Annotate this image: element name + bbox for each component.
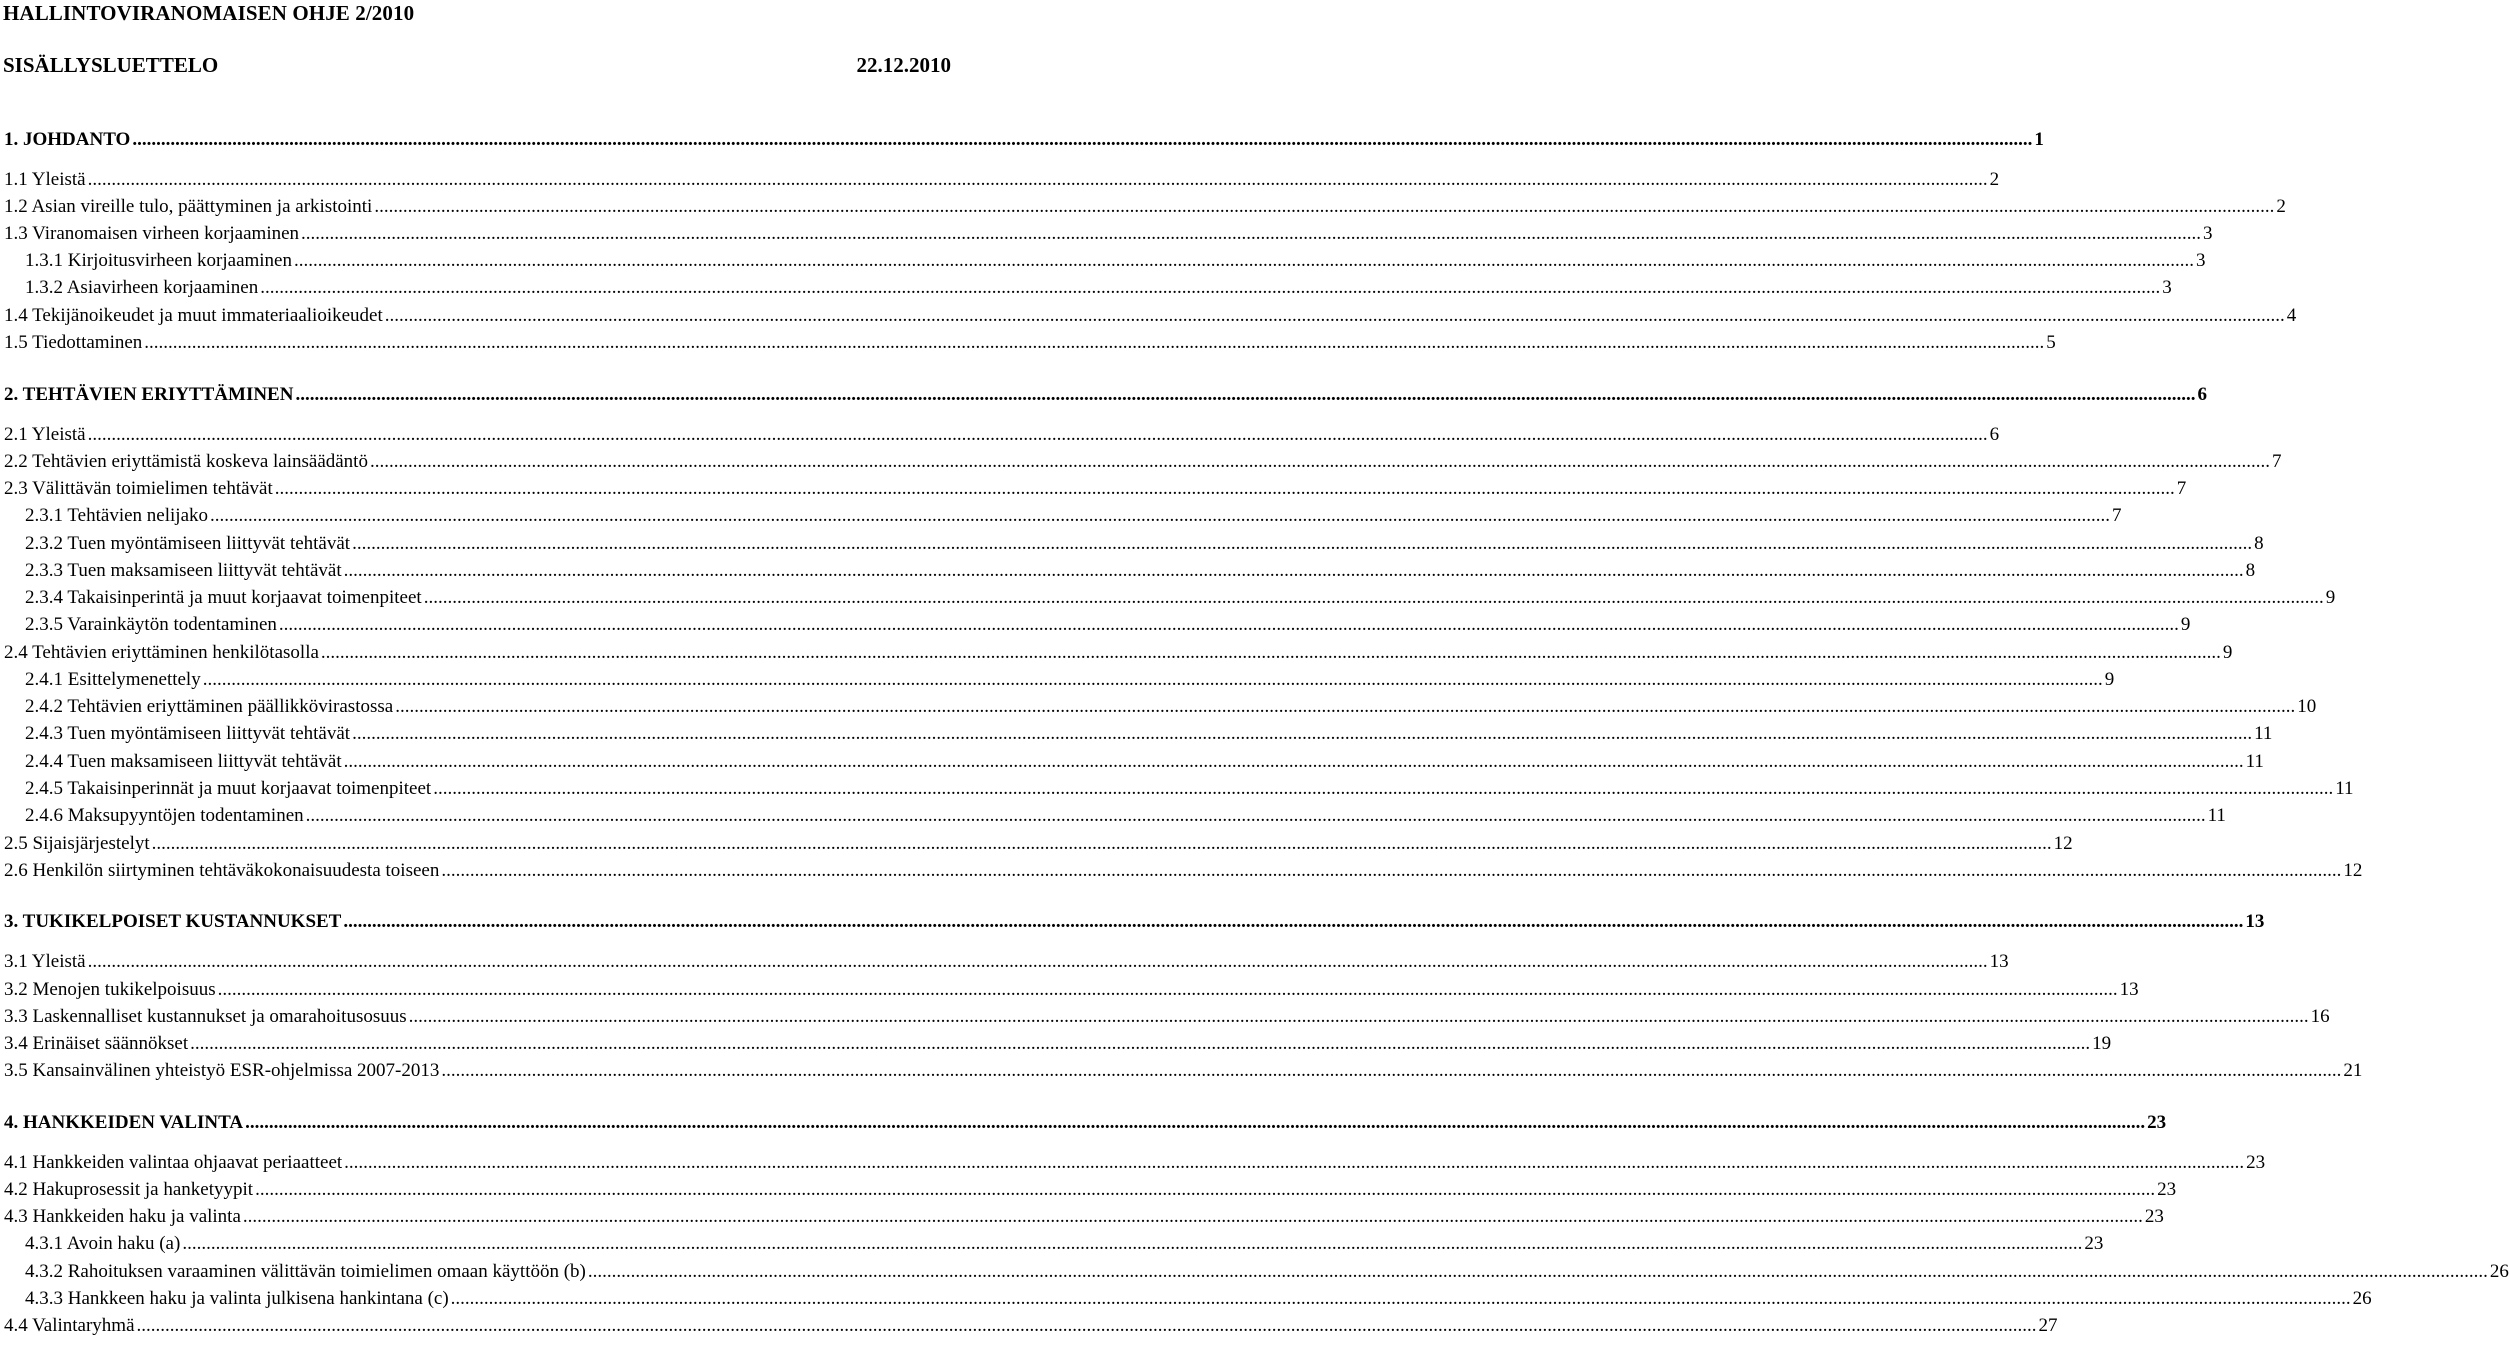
dot-leader: ................................................................................................................................................................................................................................................................................................................................................................................................................ [441, 860, 2342, 881]
toc-entry-title: 2. TEHTÄVIEN ERIYTTÄMINEN [4, 384, 294, 405]
toc-entry[interactable] [0, 303, 2297, 329]
toc-entry-page: 23 [2147, 1112, 2167, 1133]
dot-leader: ................................................................................................................................................................................................................................................................................................................................................................................................................ [343, 751, 2244, 772]
dot-leader: ................................................................................................................................................................................................................................................................................................................................................................................................................ [352, 723, 2253, 744]
toc-entry-page: 5 [2046, 332, 2056, 353]
toc-entry[interactable] [0, 1204, 2164, 1230]
toc-entry-title: 4.3.1 Avoin haku (a) [25, 1233, 181, 1254]
toc-entry[interactable] [0, 721, 2273, 747]
toc-entry-title: 1.2 Asian vireille tulo, päättyminen ja arkistointi [4, 196, 373, 217]
toc-entry-page: 2 [1989, 169, 2000, 190]
dot-leader: ................................................................................................................................................................................................................................................................................................................................................................................................................ [294, 250, 2194, 271]
toc-entry-page: 3 [2196, 250, 2206, 271]
toc-entry[interactable] [0, 330, 2056, 356]
toc-entry-title: 2.3 Välittävän toimielimen tehtävät [4, 478, 273, 499]
toc-entry-page: 11 [2245, 751, 2264, 772]
toc-entry-page: 23 [2084, 1233, 2104, 1254]
toc-entry[interactable] [0, 531, 2264, 557]
toc-heading [3, 52, 951, 78]
toc-entry[interactable] [0, 1231, 2104, 1257]
toc-entry[interactable] [0, 585, 2336, 611]
toc-entry[interactable] [0, 382, 2207, 408]
dot-leader: ................................................................................................................................................................................................................................................................................................................................................................................................................ [374, 196, 2275, 217]
dot-leader: ................................................................................................................................................................................................................................................................................................................................................................................................................ [343, 911, 2244, 932]
toc-entry[interactable] [0, 640, 2233, 666]
toc-entry-page: 2 [2276, 196, 2286, 217]
dot-leader: ................................................................................................................................................................................................................................................................................................................................................................................................................ [450, 1288, 2351, 1309]
toc-entry[interactable] [0, 949, 2009, 975]
toc-entry-title: 1.4 Tekijänoikeudet ja muut immateriaalioikeudet [4, 305, 383, 326]
toc-entry-page: 7 [2112, 505, 2122, 526]
toc-entry-page: 8 [2245, 560, 2256, 581]
dot-leader: ................................................................................................................................................................................................................................................................................................................................................................................................................ [344, 1152, 2245, 1173]
toc-entry-page: 19 [2092, 1033, 2112, 1054]
toc-entry-title: 2.2 Tehtävien eriyttämistä koskeva lainsäädäntö [4, 451, 368, 472]
toc-entry-title: 3.5 Kansainvälinen yhteistyö ESR-ohjelmissa 2007-2013 [4, 1060, 440, 1081]
dot-leader: ................................................................................................................................................................................................................................................................................................................................................................................................................ [423, 587, 2324, 608]
toc-entry-title: 2.1 Yleistä [4, 424, 86, 445]
dot-leader: ................................................................................................................................................................................................................................................................................................................................................................................................................ [87, 951, 1988, 972]
dot-leader: ................................................................................................................................................................................................................................................................................................................................................................................................................ [384, 305, 2285, 326]
toc-entry[interactable] [0, 612, 2191, 638]
toc-entry-title: 2.3.5 Varainkäytön todentaminen [25, 614, 277, 635]
toc-entry-title: 2.3.4 Takaisinperintä ja muut korjaavat toimenpiteet [25, 587, 422, 608]
toc-entry-page: 23 [2144, 1206, 2164, 1227]
toc-entry-title: 1.1 Yleistä [4, 169, 86, 190]
toc-entry-page: 7 [2271, 451, 2282, 472]
toc-entry-title: 1. JOHDANTO [4, 129, 131, 150]
toc-entry-page: 26 [2352, 1288, 2372, 1309]
dot-leader: ................................................................................................................................................................................................................................................................................................................................................................................................................ [320, 642, 2221, 663]
toc-entry-page: 7 [2176, 478, 2187, 499]
toc-entry-title: 2.3.2 Tuen myöntämiseen liittyvät tehtävät [25, 533, 351, 554]
toc-entry[interactable] [0, 1110, 2167, 1136]
toc-entry[interactable] [0, 248, 2206, 274]
toc-entry[interactable] [0, 503, 2122, 529]
toc-entry-title: 2.3.3 Tuen maksamiseen liittyvät tehtävät [25, 560, 342, 581]
toc-entry-page: 3 [2203, 223, 2213, 244]
toc-entry-page: 6 [2197, 384, 2207, 405]
toc-entry[interactable] [0, 167, 2000, 193]
toc-entry[interactable] [0, 909, 2265, 935]
toc-entry-page: 9 [2325, 587, 2336, 608]
toc-entry[interactable] [0, 977, 2139, 1003]
dot-leader: ................................................................................................................................................................................................................................................................................................................................................................................................................ [295, 384, 2196, 405]
dot-leader: ................................................................................................................................................................................................................................................................................................................................................................................................................ [217, 979, 2118, 1000]
toc-entry-title: 4.3.3 Hankkeen haku ja valinta julkisena hankintana (c) [25, 1288, 449, 1309]
toc-entry-page: 21 [2343, 1060, 2363, 1081]
toc-entry-title: 3.4 Erinäiset säännökset [4, 1033, 189, 1054]
toc-entry-page: 12 [2053, 833, 2073, 854]
dot-leader: ................................................................................................................................................................................................................................................................................................................................................................................................................ [301, 223, 2202, 244]
toc-entry[interactable] [0, 422, 2000, 448]
toc-entry-page: 13 [1989, 951, 2009, 972]
toc-entry-title: 3. TUKIKELPOISET KUSTANNUKSET [4, 911, 342, 932]
dot-leader: ................................................................................................................................................................................................................................................................................................................................................................................................................ [242, 1206, 2143, 1227]
toc-entry[interactable] [0, 127, 2044, 153]
dot-leader: ................................................................................................................................................................................................................................................................................................................................................................................................................ [441, 1060, 2342, 1081]
toc-entry[interactable] [0, 1004, 2330, 1030]
toc-entry-title: 2.5 Sijaisjärjestelyt [4, 833, 150, 854]
toc-entry-page: 11 [2254, 723, 2273, 744]
toc-entry-page: 8 [2254, 533, 2264, 554]
toc-entry[interactable] [0, 831, 2073, 857]
toc-entry-title: 2.4.3 Tuen myöntämiseen liittyvät tehtävät [25, 723, 351, 744]
toc-entry-page: 12 [2343, 860, 2363, 881]
toc-entry-title: 4.3 Hankkeiden haku ja valinta [4, 1206, 241, 1227]
dot-leader: ................................................................................................................................................................................................................................................................................................................................................................................................................ [260, 277, 2161, 298]
toc-entry-page: 4 [2286, 305, 2297, 326]
dot-leader: ................................................................................................................................................................................................................................................................................................................................................................................................................ [144, 332, 2045, 353]
toc-entry-title: 2.4.6 Maksupyyntöjen todentaminen [25, 805, 304, 826]
toc-entry-title: 3.1 Yleistä [4, 951, 86, 972]
dot-leader: ................................................................................................................................................................................................................................................................................................................................................................................................................ [587, 1261, 2488, 1282]
toc-entry-title: 2.6 Henkilön siirtyminen tehtäväkokonaisuudesta toiseen [4, 860, 440, 881]
toc-entry-title: 4.4 Valintaryhmä [4, 1315, 135, 1336]
toc-entry-title: 1.5 Tiedottaminen [4, 332, 143, 353]
dot-leader: ................................................................................................................................................................................................................................................................................................................................................................................................................ [278, 614, 2179, 635]
toc-entry[interactable] [0, 776, 2354, 802]
toc-entry-page: 16 [2310, 1006, 2330, 1027]
toc-entry-page: 9 [2222, 642, 2233, 663]
toc-entry-title: 3.2 Menojen tukikelpoisuus [4, 979, 216, 1000]
toc-entry[interactable] [0, 803, 2226, 829]
toc-entry-page: 1 [2034, 129, 2044, 150]
toc-entry-page: 11 [2207, 805, 2226, 826]
toc-entry[interactable] [0, 1031, 2112, 1057]
toc-entry[interactable] [0, 667, 2115, 693]
toc-entry[interactable] [0, 449, 2282, 475]
toc-entry[interactable] [0, 749, 2264, 775]
dot-leader: ................................................................................................................................................................................................................................................................................................................................................................................................................ [190, 1033, 2091, 1054]
toc-entry-page: 27 [2038, 1315, 2058, 1336]
toc-entry-title: 2.4.2 Tehtävien eriyttäminen päällikkövirastossa [25, 696, 394, 717]
dot-leader: ................................................................................................................................................................................................................................................................................................................................................................................................................ [395, 696, 2296, 717]
dot-leader: ................................................................................................................................................................................................................................................................................................................................................................................................................ [136, 1315, 2037, 1336]
toc-entry-page: 23 [2157, 1179, 2177, 1200]
toc-entry-title: 3.3 Laskennalliset kustannukset ja omarahoitusosuus [4, 1006, 407, 1027]
dot-leader: ................................................................................................................................................................................................................................................................................................................................................................................................................ [369, 451, 2270, 472]
toc-entry-page: 3 [2162, 277, 2172, 298]
toc-entry[interactable] [0, 476, 2187, 502]
toc-entry-title: 2.4.5 Takaisinperinnät ja muut korjaavat toimenpiteet [25, 778, 432, 799]
toc-entry[interactable] [0, 1150, 2266, 1176]
dot-leader: ................................................................................................................................................................................................................................................................................................................................................................................................................ [132, 129, 2033, 150]
toc-entry-page: 13 [2119, 979, 2139, 1000]
toc-entry[interactable] [0, 194, 2286, 220]
toc-entry-page: 23 [2246, 1152, 2266, 1173]
toc-entry-page: 9 [2180, 614, 2191, 635]
toc-entry-title: 1.3.2 Asiavirheen korjaaminen [25, 277, 259, 298]
toc-entry-title: 2.4.4 Tuen maksamiseen liittyvät tehtävät [25, 751, 342, 772]
dot-leader: ................................................................................................................................................................................................................................................................................................................................................................................................................ [305, 805, 2206, 826]
dot-leader: ................................................................................................................................................................................................................................................................................................................................................................................................................ [255, 1179, 2156, 1200]
toc-entry[interactable] [0, 558, 2256, 584]
toc-entry[interactable] [0, 858, 2363, 884]
toc-entry-title: 4.2 Hakuprosessit ja hanketyypit [4, 1179, 254, 1200]
dot-leader: ................................................................................................................................................................................................................................................................................................................................................................................................................ [210, 505, 2110, 526]
dot-leader: ................................................................................................................................................................................................................................................................................................................................................................................................................ [408, 1006, 2309, 1027]
toc-entry[interactable] [0, 694, 2317, 720]
document-title: HALLINTOVIRANOMAISEN OHJE 2/2010 [3, 1, 415, 25]
toc-entry-page: 6 [1989, 424, 2000, 445]
toc-entry[interactable] [0, 221, 2213, 247]
dot-leader: ................................................................................................................................................................................................................................................................................................................................................................................................................ [87, 169, 1988, 190]
toc-entry-page: 10 [2297, 696, 2317, 717]
toc-entry-title: 4.1 Hankkeiden valintaa ohjaavat periaatteet [4, 1152, 343, 1173]
dot-leader: ................................................................................................................................................................................................................................................................................................................................................................................................................ [352, 533, 2253, 554]
dot-leader: ................................................................................................................................................................................................................................................................................................................................................................................................................ [151, 833, 2052, 854]
toc-entry[interactable] [0, 1286, 2372, 1312]
toc-entry[interactable] [0, 1259, 2509, 1285]
toc-entry-title: 4.3.2 Rahoituksen varaaminen välittävän toimielimen omaan käyttöön (b) [25, 1261, 586, 1282]
dot-leader: ................................................................................................................................................................................................................................................................................................................................................................................................................ [87, 424, 1988, 445]
toc-entry-page: 9 [2104, 669, 2115, 690]
toc-entry[interactable] [0, 275, 2172, 301]
toc-entry[interactable] [0, 1177, 2177, 1203]
dot-leader: ................................................................................................................................................................................................................................................................................................................................................................................................................ [343, 560, 2244, 581]
toc-entry-title: 1.3.1 Kirjoitusvirheen korjaaminen [25, 250, 292, 271]
dot-leader: ................................................................................................................................................................................................................................................................................................................................................................................................................ [274, 478, 2175, 499]
toc-entry[interactable] [0, 1313, 2058, 1339]
toc-title: SISÄLLYSLUETTELO [3, 53, 219, 77]
toc-entry-page: 11 [2335, 778, 2354, 799]
toc-entry[interactable] [0, 1058, 2363, 1084]
dot-leader: ................................................................................................................................................................................................................................................................................................................................................................................................................ [202, 669, 2103, 690]
dot-leader: ................................................................................................................................................................................................................................................................................................................................................................................................................ [245, 1112, 2146, 1133]
document-date: 22.12.2010 [856, 53, 951, 77]
toc-entry-title: 2.4 Tehtävien eriyttäminen henkilötasolla [4, 642, 319, 663]
toc-entry-title: 4. HANKKEIDEN VALINTA [4, 1112, 244, 1133]
toc-entry-title: 1.3 Viranomaisen virheen korjaaminen [4, 223, 300, 244]
toc-entry-page: 26 [2489, 1261, 2509, 1282]
toc-entry-title: 2.3.1 Tehtävien nelijako [25, 505, 208, 526]
toc-entry-title: 2.4.1 Esittelymenettely [25, 669, 201, 690]
dot-leader: ................................................................................................................................................................................................................................................................................................................................................................................................................ [433, 778, 2334, 799]
toc-entry-page: 13 [2245, 911, 2265, 932]
dot-leader: ................................................................................................................................................................................................................................................................................................................................................................................................................ [182, 1233, 2083, 1254]
